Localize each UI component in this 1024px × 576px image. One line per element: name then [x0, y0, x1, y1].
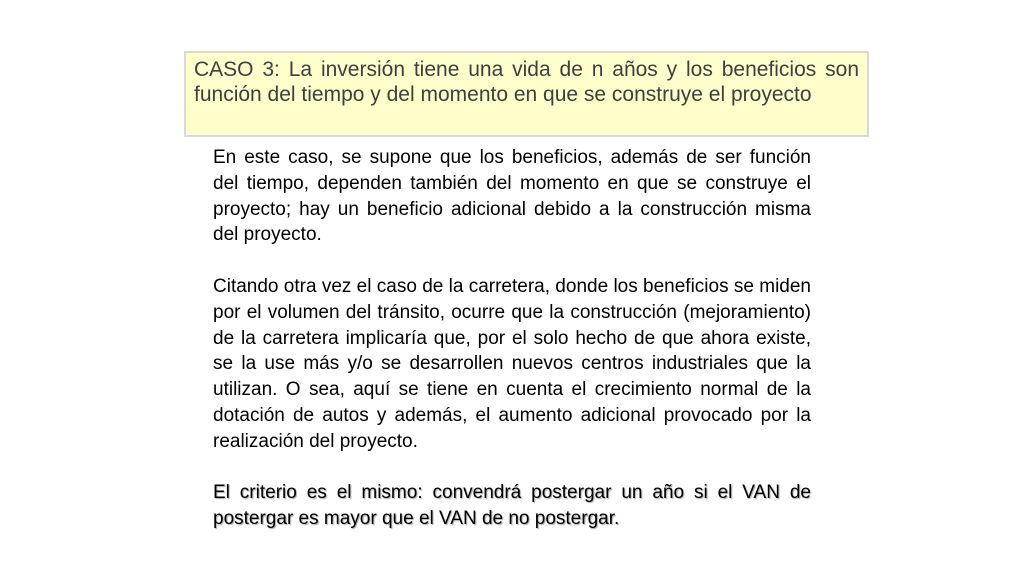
slide-body — [213, 145, 811, 532]
slide-title-box — [184, 51, 869, 137]
paragraph-criterion: El criterio es el mismo: convendrá postergar un año si el VAN de postergar es mayor que el VAN de no postergar. — [213, 482, 811, 530]
paragraph-example: Citando otra vez el caso de la carretera, donde los beneficios se miden por el volumen del tránsito, ocurre que la construcción (mejoramiento) de la carretera implicaría que, por el solo hecho de que ahora existe, se la use más y/o se desarrollen nuevos centros industriales que la utilizan. O sea, aquí se tiene en cuenta el crecimiento normal de la dotación de autos y además, el aumento adicional provocado por la realización del proyecto. — [213, 275, 811, 452]
paragraph-intro: En este caso, se supone que los beneficios, además de ser función del tiempo, dependen también del momento en que se construye el proyecto; hay un beneficio adicional debido a la construcción misma del proyecto. — [213, 147, 811, 246]
slide-title: CASO 3: La inversión tiene una vida de n años y los beneficios son función del tiempo y del momento en que se construye el proyecto — [194, 58, 859, 106]
